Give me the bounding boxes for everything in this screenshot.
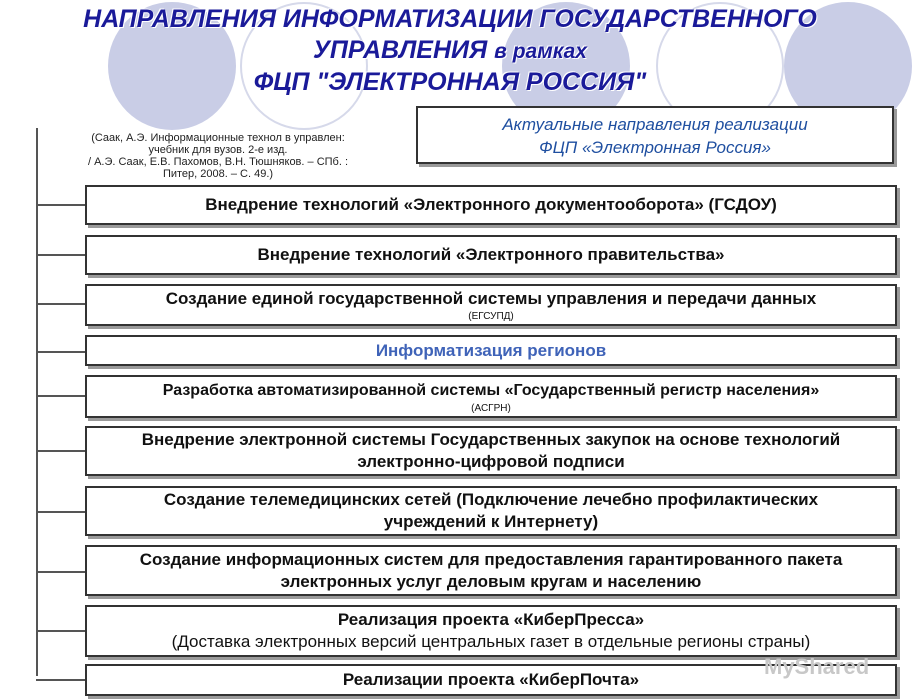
- direction-item-label: Информатизация регионов: [375, 340, 607, 360]
- direction-item-label: Внедрение технологий «Электронного документооборота» (ГСДОУ): [205, 195, 777, 214]
- direction-item-label-2: учреждений к Интернету): [383, 512, 599, 531]
- direction-item: [85, 486, 897, 536]
- direction-item-description: (Доставка электронных версий центральных газет в отдельные регионы страны): [171, 632, 811, 651]
- title-line-2-small: в рамках: [494, 40, 587, 63]
- connector-line: [36, 395, 86, 397]
- connector-line: [36, 571, 86, 573]
- direction-item: [85, 335, 897, 366]
- direction-item-label: Внедрение электронной системы Государственных закупок на основе технологий: [141, 430, 841, 449]
- header-line-1: Актуальные направления реализации: [502, 115, 808, 134]
- direction-item-abbreviation: (ЕГСУПД): [468, 311, 514, 322]
- citation: [44, 132, 392, 180]
- direction-item-label-2: электронных услуг деловым кругам и населению: [280, 571, 702, 591]
- direction-item-label: Создание информационных систем для предоставления гарантированного пакета: [139, 549, 843, 569]
- direction-item-label: Реализации проекта «КиберПочта»: [342, 670, 640, 689]
- header-line-2: ФЦП «Электронная Россия»: [539, 138, 771, 157]
- header-box: [416, 106, 894, 164]
- direction-item-abbreviation: (АСГРН): [471, 402, 511, 414]
- tree-spine-line: [36, 128, 38, 676]
- direction-item: [85, 375, 897, 418]
- direction-item: [85, 185, 897, 225]
- citation-line: Питер, 2008. – С. 49.): [162, 168, 274, 180]
- connector-line: [36, 630, 86, 632]
- title-line-2: [20, 35, 880, 67]
- direction-item: [85, 235, 897, 275]
- direction-item-label: Реализация проекта «КиберПресса»: [337, 610, 645, 629]
- connector-line: [36, 303, 86, 305]
- page-title: [20, 4, 880, 98]
- direction-item: [85, 426, 897, 476]
- connector-line: [36, 351, 86, 353]
- direction-item: [85, 545, 897, 596]
- direction-item-label: Разработка автоматизированной системы «Государственный регистр населения»: [162, 381, 820, 399]
- direction-item-label: Создание телемедицинских сетей (Подключение лечебно профилактических: [163, 490, 819, 509]
- citation-line: учебник для вузов. 2-е изд.: [148, 144, 288, 156]
- connector-line: [36, 254, 86, 256]
- citation-line: (Саак, А.Э. Информационные технол в управлен:: [91, 132, 345, 144]
- direction-item-label: Создание единой государственной системы управления и передачи данных: [165, 289, 817, 308]
- connector-line: [36, 204, 86, 206]
- title-line-3: ФЦП "ЭЛЕКТРОННАЯ РОССИЯ": [253, 68, 647, 96]
- direction-item-label: Внедрение технологий «Электронного правительства»: [257, 245, 725, 264]
- connector-line: [36, 679, 86, 681]
- connector-line: [36, 511, 86, 513]
- watermark: MyShared: [764, 654, 870, 679]
- direction-item: [85, 605, 897, 657]
- title-line-1: НАПРАВЛЕНИЯ ИНФОРМАТИЗАЦИИ ГОСУДАРСТВЕННОГО: [83, 5, 817, 33]
- direction-item-label-2: электронно-цифровой подписи: [357, 452, 625, 471]
- connector-line: [36, 450, 86, 452]
- title-line-2-main: УПРАВЛЕНИЯ: [312, 36, 488, 64]
- citation-line: / А.Э. Саак, Е.В. Пахомов, В.Н. Тюшняков. – СПб. :: [87, 156, 349, 168]
- direction-item: [85, 284, 897, 326]
